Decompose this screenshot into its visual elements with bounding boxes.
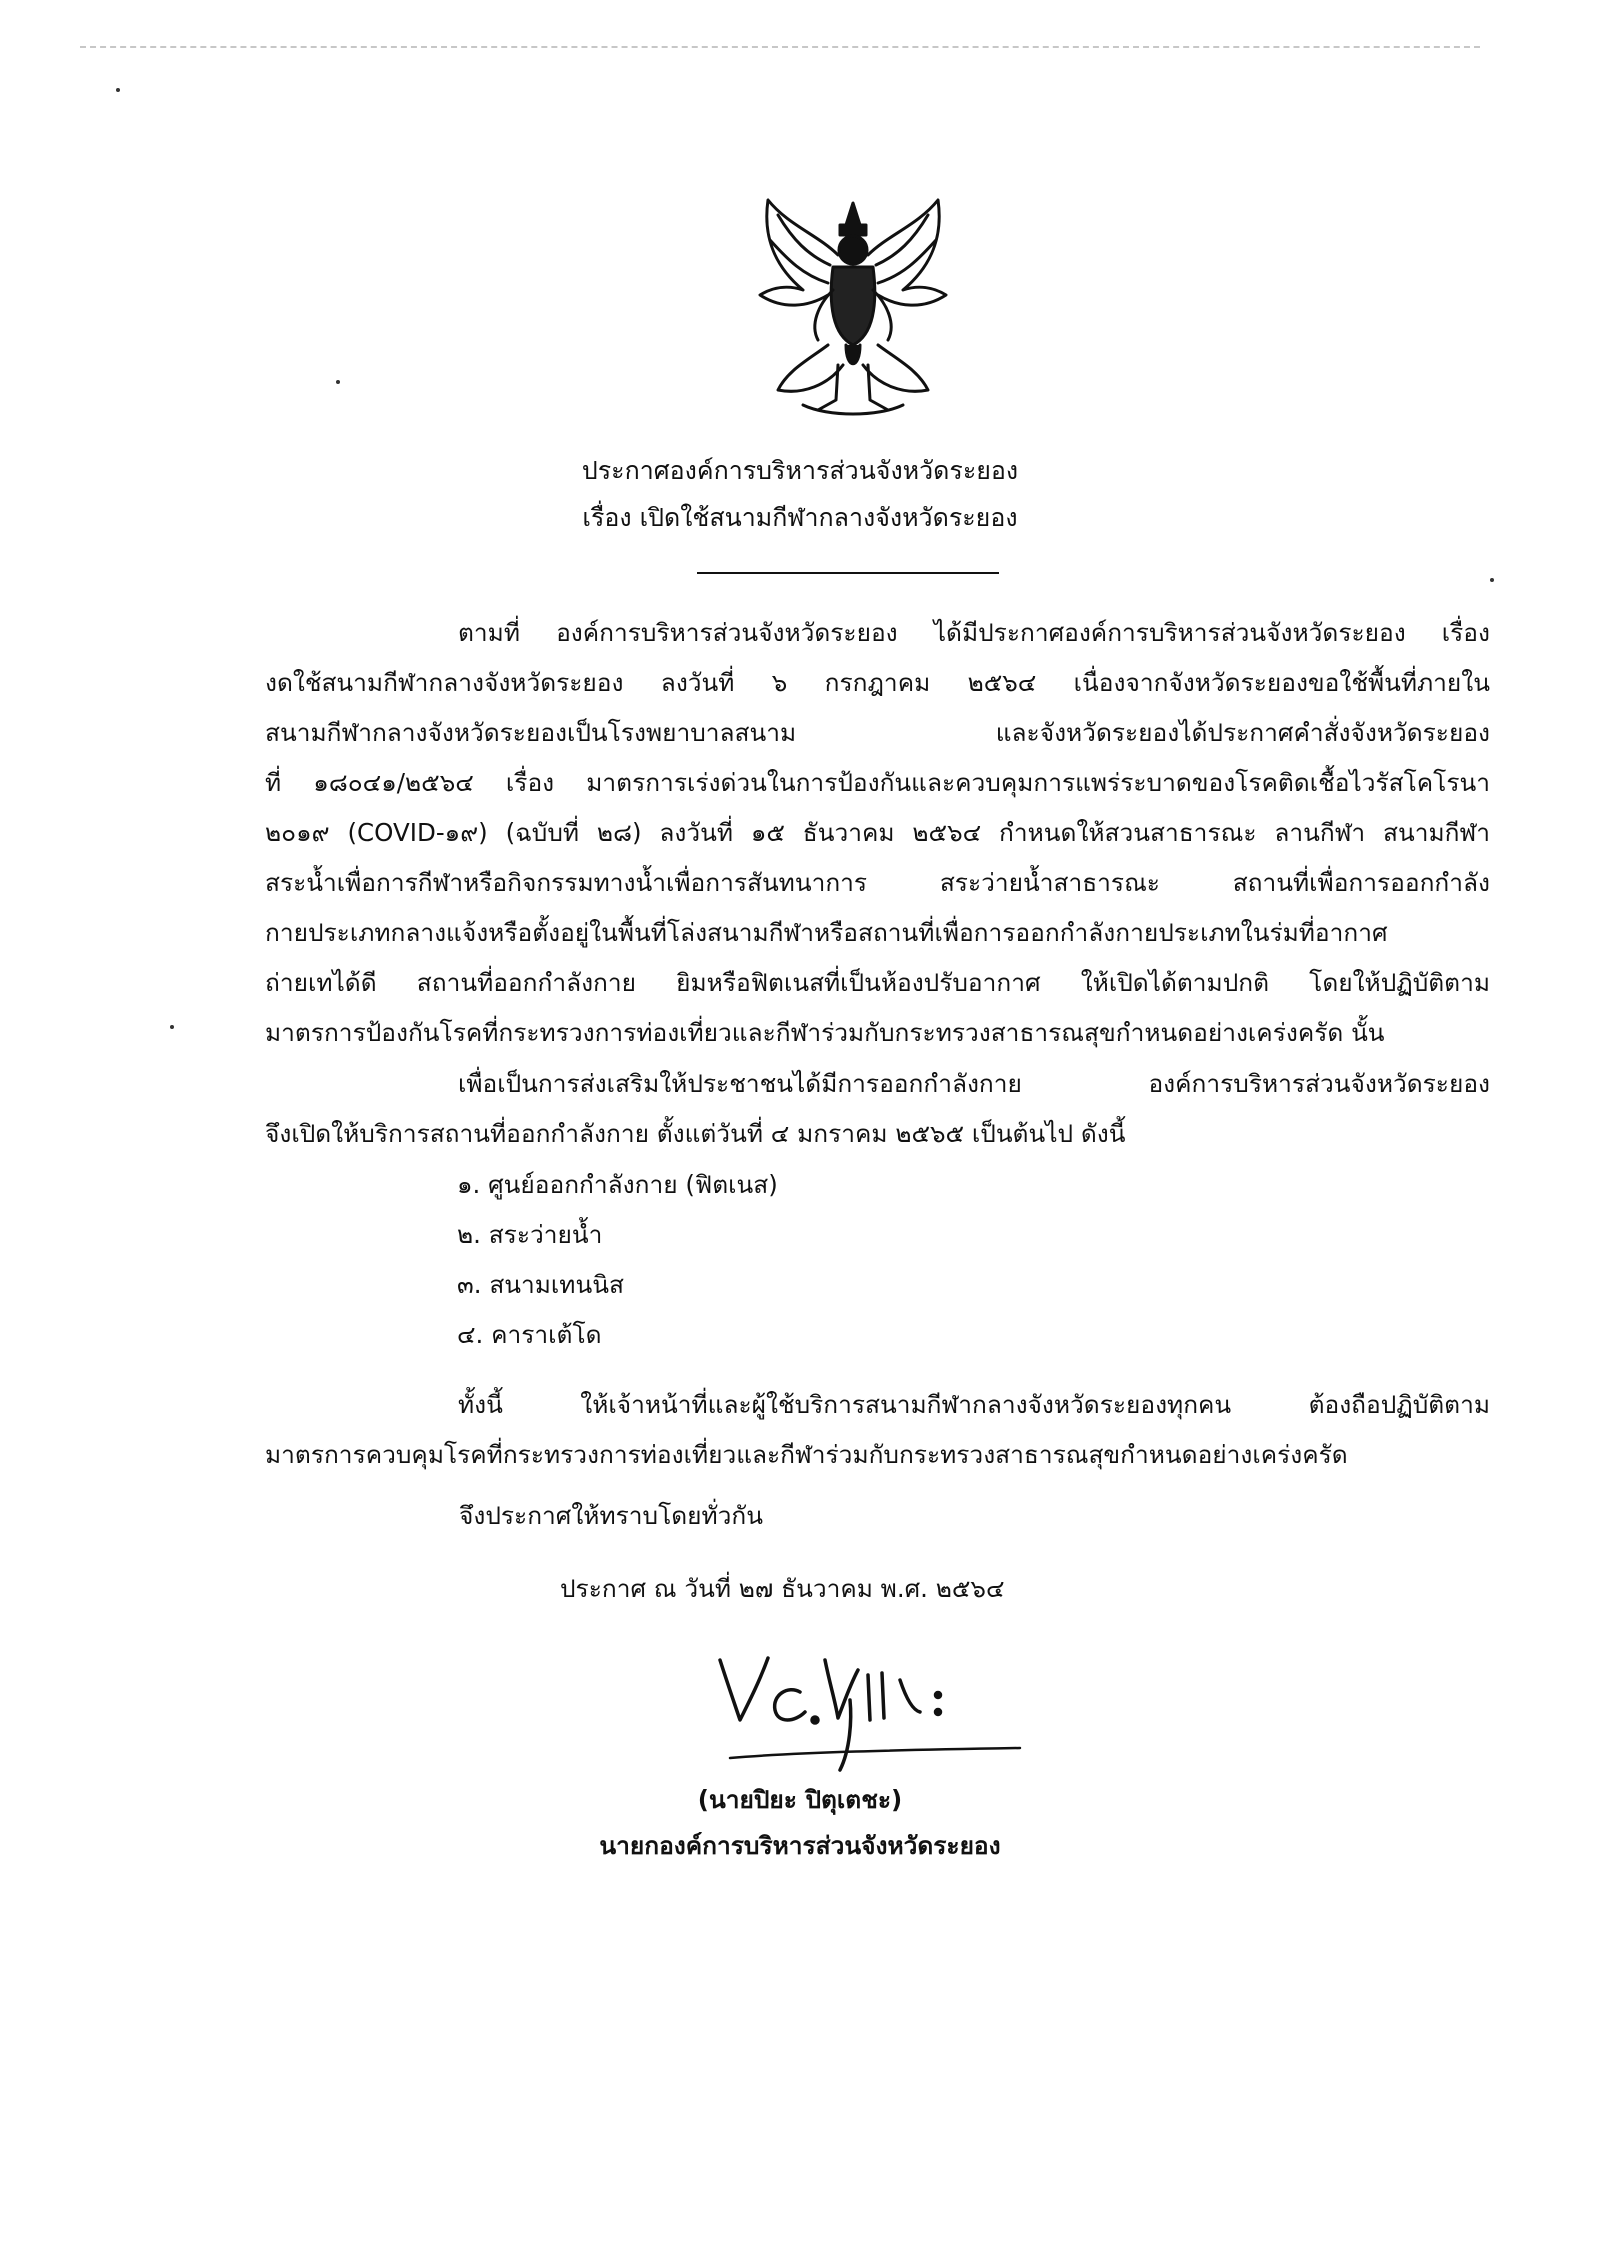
title-divider [697,572,999,574]
paragraph-line: ที่ ๑๘๐๔๑/๒๕๖๔ เรื่อง มาตรการเร่งด่วนในการป้องกันและควบคุมการแพร่ระบาดของโรคติดเชื้อไวรัสโคโรนา [265,768,1490,797]
paragraph-line: มาตรการป้องกันโรคที่กระทรวงการท่องเที่ยวและกีฬาร่วมกับกระทรวงสาธารณสุขกำหนดอย่างเคร่งครัด นั้น [265,1018,1385,1047]
paragraph-3 [265,1380,1490,1480]
paragraph-line: เพื่อเป็นการส่งเสริมให้ประชาชนได้มีการออกกำลังกาย องค์การบริหารส่วนจังหวัดระยอง [458,1069,1490,1098]
scan-speck [170,1025,174,1029]
paragraph-line: ตามที่ องค์การบริหารส่วนจังหวัดระยอง ได้มีประกาศองค์การบริหารส่วนจังหวัดระยอง เรื่อง [458,618,1490,647]
scan-speck [116,88,120,92]
list-item: ๑. ศูนย์ออกกำลังกาย (ฟิตเนส) [457,1170,778,1199]
scan-artifact-line [80,46,1480,48]
facility-list [457,1160,778,1360]
paragraph-2 [265,1059,1490,1159]
paragraph-line: สนามกีฬากลางจังหวัดระยองเป็นโรงพยาบาลสนาม และจังหวัดระยองได้ประกาศคำสั่งจังหวัดระยอง [265,718,1490,747]
announcement-date: ประกาศ ณ วันที่ ๒๗ ธันวาคม พ.ศ. ๒๕๖๔ [560,1574,1005,1603]
paragraph-line: สระน้ำเพื่อการกีฬาหรือกิจกรรมทางน้ำเพื่อการสันทนาการ สระว่ายน้ำสาธารณะ สถานที่เพื่อการออกกำลัง [265,868,1490,897]
paragraph-line: มาตรการควบคุมโรคที่กระทรวงการท่องเที่ยวและกีฬาร่วมกับกระทรวงสาธารณสุขกำหนดอย่างเคร่งครัด [265,1440,1348,1469]
announcement-title: ประกาศองค์การบริหารส่วนจังหวัดระยอง [581,456,1019,485]
list-item: ๔. คาราเต้โด [457,1320,602,1349]
list-item: ๒. สระว่ายน้ำ [457,1220,603,1249]
paragraph-line: กายประเภทกลางแจ้งหรือตั้งอยู่ในพื้นที่โล่งสนามกีฬาหรือสถานที่เพื่อการออกกำลังกายประเภทในร่มที่อากาศ [265,918,1388,947]
scan-speck [1490,578,1494,582]
paragraph-1 [265,608,1490,1058]
signatory-name: (นายปิยะ ปิตุเตชะ) [697,1785,903,1814]
handwritten-signature-icon [700,1640,1040,1780]
signatory-position: นายกองค์การบริหารส่วนจังหวัดระยอง [599,1831,1001,1860]
paragraph-line: งดใช้สนามกีฬากลางจังหวัดระยอง ลงวันที่ ๖ กรกฎาคม ๒๕๖๔ เนื่องจากจังหวัดระยองขอใช้พื้นที่ภายใน [265,668,1490,697]
paragraph-line: ทั้งนี้ ให้เจ้าหน้าที่และผู้ใช้บริการสนามกีฬากลางจังหวัดระยองทุกคน ต้องถือปฏิบัติตาม [458,1390,1490,1419]
garuda-emblem-icon [748,195,958,420]
scan-speck [336,380,340,384]
list-item: ๓. สนามเทนนิส [457,1270,624,1299]
closing-statement: จึงประกาศให้ทราบโดยทั่วกัน [459,1501,763,1530]
paragraph-line: จึงเปิดให้บริการสถานที่ออกกำลังกาย ตั้งแต่วันที่ ๔ มกราคม ๒๕๖๕ เป็นต้นไป ดังนี้ [265,1119,1126,1148]
paragraph-line: ๒๐๑๙ (COVID-๑๙) (ฉบับที่ ๒๘) ลงวันที่ ๑๕ ธันวาคม ๒๕๖๔ กำหนดให้สวนสาธารณะ ลานกีฬา สนามกีฬา [265,818,1490,847]
paragraph-line: ถ่ายเทได้ดี สถานที่ออกกำลังกาย ยิมหรือฟิตเนสที่เป็นห้องปรับอากาศ ให้เปิดได้ตามปกติ โดยให้ปฏิบัติตาม [265,968,1490,997]
announcement-subject: เรื่อง เปิดใช้สนามกีฬากลางจังหวัดระยอง [582,503,1018,532]
